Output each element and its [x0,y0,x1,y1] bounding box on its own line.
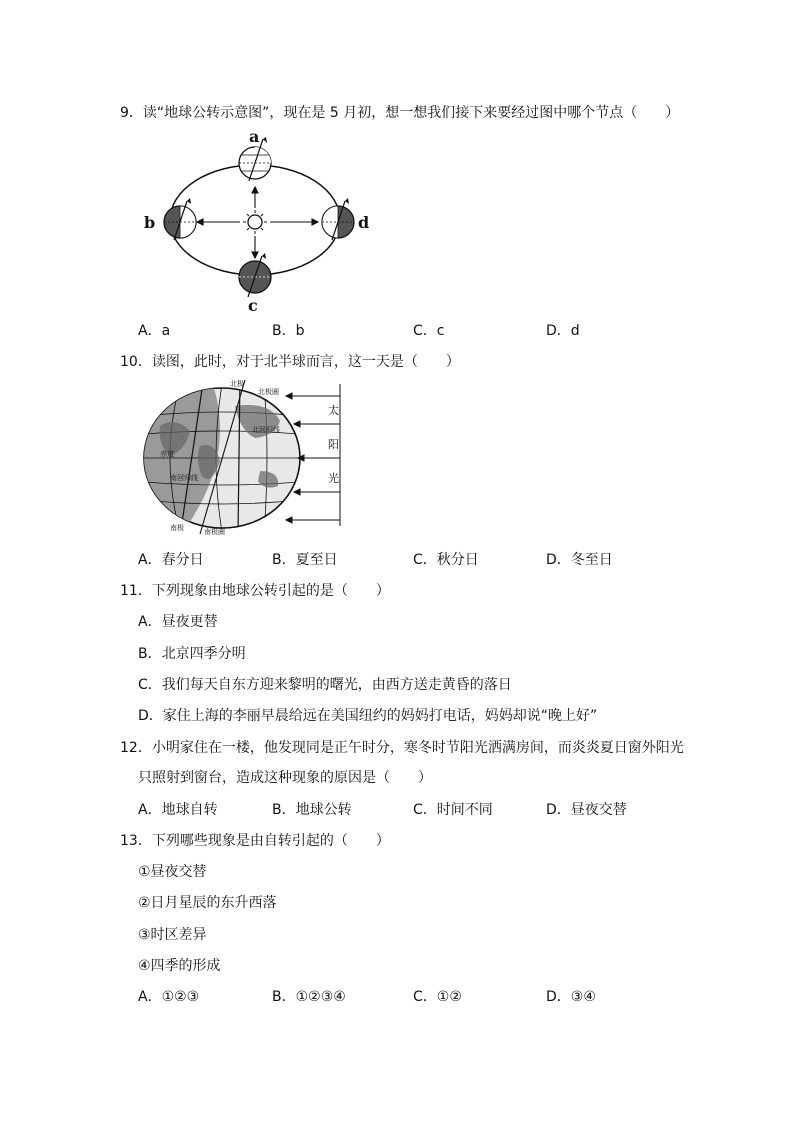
label-c: c [248,296,258,315]
q9-option-c[interactable]: C．c [413,323,445,339]
label-tropic-cancer: 北回归线 [252,426,280,434]
q11-stem: 11．下列现象由地球公转引起的是（ ） [120,583,390,599]
q12-option-b[interactable]: B．地球公转 [272,802,352,818]
label-north-pole: 北极 [230,380,244,388]
q9-option-b[interactable]: B．b [272,323,305,339]
q10-stem: 10．读图，此时，对于北半球而言，这一天是（ ） [120,354,460,370]
sun-char-1: 太 [328,404,339,417]
q11-option-b[interactable]: B．北京四季分明 [138,646,246,662]
q12-option-a[interactable]: A．地球自转 [138,802,218,818]
sun-char-3: 光 [328,472,339,485]
q10-option-a[interactable]: A．春分日 [138,552,204,568]
label-arctic-circle: 北极圈 [258,388,279,396]
sun-icon [243,210,267,234]
q10-option-b[interactable]: B．夏至日 [272,552,338,568]
q13-option-a[interactable]: A．①②③ [138,989,200,1005]
earth-d [322,198,354,240]
label-antarctic-circle: 南极圈 [204,528,225,536]
q10-option-c[interactable]: C．秋分日 [413,552,479,568]
q12-option-d[interactable]: D．昼夜交替 [546,802,627,818]
q13-item-1: ①昼夜交替 [138,864,207,880]
q11-option-c[interactable]: C．我们每天自东方迎来黎明的曙光，由西方送走黄昏的落日 [138,677,512,693]
q12-option-c[interactable]: C．时间不同 [413,802,493,818]
q11-option-a[interactable]: A．昼夜更替 [138,614,218,630]
label-b: b [144,213,156,232]
earth-c [239,253,271,297]
q13-option-b[interactable]: B．①②③④ [272,989,346,1005]
earth-b [164,198,196,240]
q9-option-d[interactable]: D．d [546,323,580,339]
q10-option-d[interactable]: D．冬至日 [546,552,613,568]
q9-option-a[interactable]: A．a [138,323,171,339]
label-equator: 赤道 [160,450,174,458]
q13-option-d[interactable]: D．③④ [546,989,596,1005]
label-south-pole: 南极 [170,524,184,532]
q13-stem: 13．下列哪些现象是由自转引起的（ ） [120,833,390,849]
q13-item-2: ②日月星辰的东升西落 [138,895,277,911]
q10-globe-figure [140,376,350,536]
q13-option-c[interactable]: C．①② [413,989,462,1005]
label-a: a [249,127,260,146]
q11-option-d[interactable]: D．家住上海的李丽早晨给远在美国纽约的妈妈打电话，妈妈却说“晚上好” [138,708,598,724]
q9-stem: 9．读“地球公转示意图”，现在是 5 月初，想一想我们接下来要经过图中哪个节点（ ） [120,105,680,121]
label-d: d [358,213,370,232]
q12-stem-line2: 只照射到窗台，造成这种现象的原因是（ ） [138,770,432,786]
label-tropic-capricorn: 南回归线 [170,474,198,482]
q9-orbit-figure [135,125,395,315]
q13-item-3: ③时区差异 [138,927,207,943]
sun-char-2: 阳 [328,438,339,451]
q12-stem-line1: 12．小明家住在一楼，他发现同是正午时分，寒冬时节阳光洒满房间，而炎炎夏日窗外阳光 [120,740,684,756]
q13-item-4: ④四季的形成 [138,958,221,974]
